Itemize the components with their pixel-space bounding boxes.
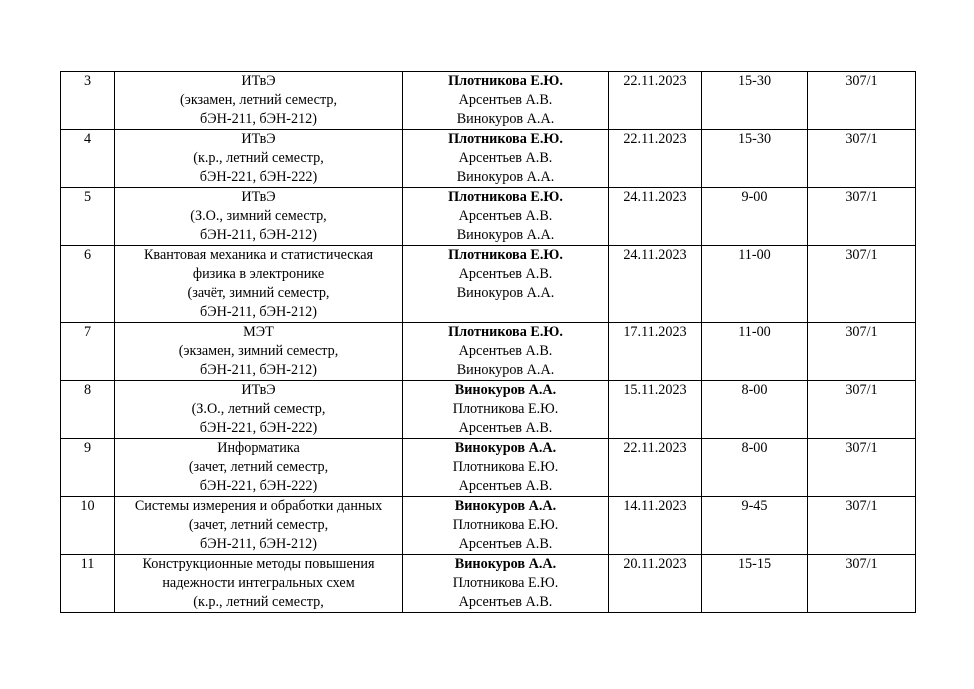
room-cell <box>808 246 916 323</box>
exam-date: 20.11.2023 <box>623 556 687 572</box>
exam-room: 307/1 <box>845 382 878 398</box>
time-cell <box>702 497 808 555</box>
examiners-cell <box>403 323 609 381</box>
subject-line: (З.О., летний семестр, <box>191 401 326 417</box>
table-row <box>61 323 916 381</box>
exam-date: 14.11.2023 <box>623 498 687 514</box>
exam-time: 11-00 <box>738 324 771 340</box>
subject-line: физика в электронике <box>192 266 325 282</box>
row-number: 4 <box>83 131 92 147</box>
examiner-member: Плотникова Е.Ю. <box>452 517 559 533</box>
room-cell <box>808 555 916 613</box>
subject-line: (З.О., зимний семестр, <box>190 208 327 224</box>
subject-line: надежности интегральных схем <box>162 575 355 591</box>
row-number: 7 <box>83 324 92 340</box>
examiner-member: Плотникова Е.Ю. <box>452 575 559 591</box>
exam-time: 15-30 <box>737 131 772 147</box>
examiner-member: Арсентьев А.В. <box>458 208 553 224</box>
exam-date: 22.11.2023 <box>623 131 687 147</box>
subject-cell <box>115 246 403 323</box>
date-cell <box>609 188 702 246</box>
exam-date: 22.11.2023 <box>623 440 687 456</box>
examiner-member: Плотникова Е.Ю. <box>452 459 559 475</box>
subject-line: ИТвЭ <box>241 131 276 147</box>
examiner-member: Арсентьев А.В. <box>458 343 553 359</box>
exam-time: 15-15 <box>737 556 772 572</box>
subject-line: (зачет, летний семестр, <box>188 459 329 475</box>
row-number: 10 <box>80 498 95 514</box>
row-number: 9 <box>83 440 92 456</box>
examiner-member: Арсентьев А.В. <box>458 420 553 436</box>
examiner-member: Арсентьев А.В. <box>458 478 553 494</box>
subject-line: ИТвЭ <box>241 382 276 398</box>
table-row <box>61 381 916 439</box>
table-row <box>61 555 916 613</box>
exam-time: 9-45 <box>741 498 768 514</box>
examiners-cell <box>403 72 609 130</box>
examiner-chair: Плотникова Е.Ю. <box>448 131 563 147</box>
subject-line: ИТвЭ <box>241 189 276 205</box>
subject-line: бЭН-211, бЭН-212) <box>200 536 317 552</box>
exam-time: 8-00 <box>741 440 768 456</box>
exam-date: 24.11.2023 <box>623 189 687 205</box>
row-number-cell <box>61 381 115 439</box>
exam-date: 22.11.2023 <box>623 73 687 89</box>
examiner-member: Арсентьев А.В. <box>458 266 553 282</box>
exam-date: 17.11.2023 <box>623 324 687 340</box>
row-number: 5 <box>83 189 92 205</box>
table-row <box>61 188 916 246</box>
examiners-cell <box>403 130 609 188</box>
examiner-chair: Плотникова Е.Ю. <box>448 324 563 340</box>
time-cell <box>702 130 808 188</box>
room-cell <box>808 188 916 246</box>
date-cell <box>609 439 702 497</box>
examiner-chair: Винокуров А.А. <box>454 556 557 572</box>
date-cell <box>609 497 702 555</box>
table-row <box>61 72 916 130</box>
subject-line: (зачет, летний семестр, <box>188 517 329 533</box>
exam-room: 307/1 <box>845 440 878 456</box>
subject-line: бЭН-221, бЭН-222) <box>199 478 318 494</box>
subject-line: (зачёт, зимний семестр, <box>187 285 330 301</box>
subject-line: бЭН-221, бЭН-222) <box>199 420 318 436</box>
examiners-cell <box>403 246 609 323</box>
row-number-cell <box>61 188 115 246</box>
examiner-chair: Винокуров А.А. <box>454 382 557 398</box>
examiner-member: Винокуров А.А. <box>456 285 555 301</box>
exam-time: 8-00 <box>741 382 768 398</box>
date-cell <box>609 130 702 188</box>
exam-room: 307/1 <box>845 189 878 205</box>
room-cell <box>808 72 916 130</box>
examiner-member: Винокуров А.А. <box>456 111 555 127</box>
date-cell <box>609 72 702 130</box>
exam-time: 11-00 <box>738 247 771 263</box>
exam-time: 15-30 <box>737 73 772 89</box>
row-number-cell <box>61 246 115 323</box>
exam-room: 307/1 <box>845 556 878 572</box>
room-cell <box>808 497 916 555</box>
time-cell <box>702 188 808 246</box>
examiner-member: Винокуров А.А. <box>456 362 555 378</box>
subject-line: (к.р., летний семестр, <box>193 594 324 610</box>
exam-room: 307/1 <box>845 73 878 89</box>
subject-line: МЭТ <box>243 324 274 340</box>
date-cell <box>609 246 702 323</box>
examiner-chair: Плотникова Е.Ю. <box>448 73 563 89</box>
examiners-cell <box>403 439 609 497</box>
date-cell <box>609 323 702 381</box>
subject-line: (к.р., летний семестр, <box>193 150 324 166</box>
table-row <box>61 439 916 497</box>
room-cell <box>808 323 916 381</box>
row-number-cell <box>61 555 115 613</box>
examiner-member: Винокуров А.А. <box>456 169 555 185</box>
examiner-member: Арсентьев А.В. <box>458 594 553 610</box>
subject-cell <box>115 497 403 555</box>
time-cell <box>702 246 808 323</box>
row-number-cell <box>61 323 115 381</box>
subject-line: бЭН-211, бЭН-212) <box>200 111 317 127</box>
time-cell <box>702 323 808 381</box>
room-cell <box>808 439 916 497</box>
date-cell <box>609 381 702 439</box>
subject-line: (экзамен, летний семестр, <box>180 92 337 108</box>
subject-cell <box>115 188 403 246</box>
subject-line: бЭН-211, бЭН-212) <box>200 362 317 378</box>
examiner-chair: Плотникова Е.Ю. <box>448 247 563 263</box>
exam-room: 307/1 <box>845 498 878 514</box>
row-number-cell <box>61 497 115 555</box>
subject-cell <box>115 555 403 613</box>
examiner-member: Плотникова Е.Ю. <box>452 401 559 417</box>
room-cell <box>808 381 916 439</box>
row-number: 6 <box>83 247 92 263</box>
examiners-cell <box>403 381 609 439</box>
exam-room: 307/1 <box>845 324 878 340</box>
exam-room: 307/1 <box>845 247 878 263</box>
examiners-cell <box>403 497 609 555</box>
subject-line: бЭН-211, бЭН-212) <box>200 227 317 243</box>
subject-line: бЭН-221, бЭН-222) <box>199 169 318 185</box>
exam-date: 15.11.2023 <box>623 382 687 398</box>
examiner-member: Арсентьев А.В. <box>458 536 553 552</box>
row-number: 8 <box>83 382 92 398</box>
row-number-cell <box>61 439 115 497</box>
schedule-body <box>61 72 916 613</box>
examiner-chair: Винокуров А.А. <box>454 440 557 456</box>
subject-cell <box>115 72 403 130</box>
subject-line: Системы измерения и обработки данных <box>134 498 383 514</box>
examiners-cell <box>403 188 609 246</box>
room-cell <box>808 130 916 188</box>
time-cell <box>702 381 808 439</box>
examiner-member: Арсентьев А.В. <box>458 150 553 166</box>
examiner-chair: Плотникова Е.Ю. <box>448 189 563 205</box>
subject-line: (экзамен, зимний семестр, <box>178 343 339 359</box>
time-cell <box>702 72 808 130</box>
examiner-member: Арсентьев А.В. <box>458 92 553 108</box>
exam-time: 9-00 <box>741 189 768 205</box>
table-row <box>61 130 916 188</box>
examiner-chair: Винокуров А.А. <box>454 498 557 514</box>
subject-line: Квантовая механика и статистическая <box>143 247 374 263</box>
subject-line: бЭН-211, бЭН-212) <box>200 304 317 320</box>
examiner-member: Винокуров А.А. <box>456 227 555 243</box>
row-number-cell <box>61 72 115 130</box>
table-row <box>61 497 916 555</box>
examiners-cell <box>403 555 609 613</box>
exam-room: 307/1 <box>845 131 878 147</box>
row-number: 11 <box>80 556 95 572</box>
row-number-cell <box>61 130 115 188</box>
date-cell <box>609 555 702 613</box>
time-cell <box>702 439 808 497</box>
subject-cell <box>115 381 403 439</box>
time-cell <box>702 555 808 613</box>
table-row <box>61 246 916 323</box>
subject-cell <box>115 130 403 188</box>
exam-schedule-table <box>60 71 916 613</box>
row-number: 3 <box>83 73 92 89</box>
exam-date: 24.11.2023 <box>623 247 687 263</box>
subject-cell <box>115 323 403 381</box>
subject-line: ИТвЭ <box>241 73 276 89</box>
subject-line: Информатика <box>217 440 300 456</box>
subject-line: Конструкционные методы повышения <box>142 556 375 572</box>
subject-cell <box>115 439 403 497</box>
